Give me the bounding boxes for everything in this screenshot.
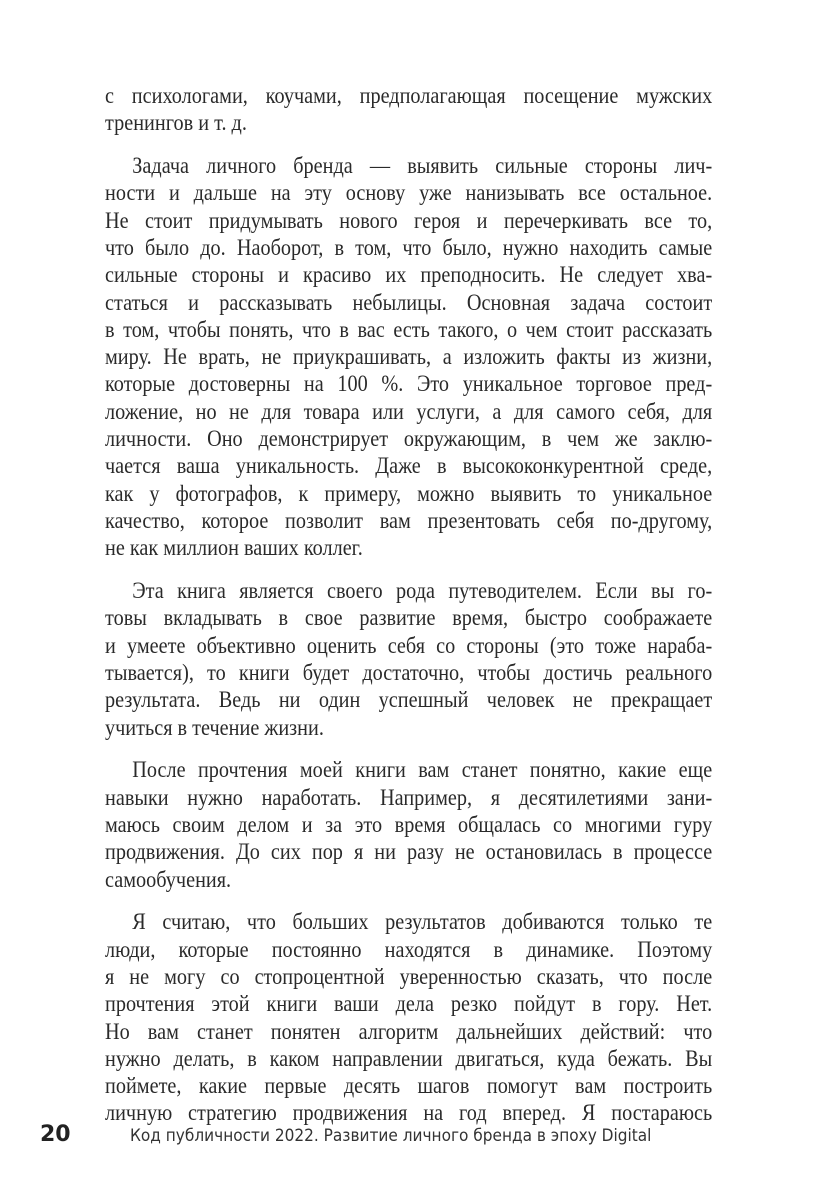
- body-text: [105, 82, 712, 1142]
- text-line: я не могу со стопроцентной уверенностью сказать, что после: [105, 963, 713, 989]
- text-line: нужно делать, в каком направлении двигаться, куда бежать. Вы: [105, 1045, 713, 1071]
- text-line: статься и рассказывать небылицы. Основная задача состоит: [105, 289, 713, 315]
- text-line: Эта книга является своего рода путеводителем. Если вы го-: [132, 578, 713, 604]
- text-line: тывается), то книги будет достаточно, чтобы достичь реального: [105, 659, 713, 685]
- text-line: качество, которое позволит вам презентовать себя по-другому,: [105, 507, 713, 533]
- paragraph: [105, 908, 712, 1126]
- page-footer: [0, 1122, 817, 1154]
- text-line: маюсь своим делом и за это время общалась со многими гуру: [105, 811, 713, 837]
- paragraph: [105, 577, 712, 741]
- text-line: как у фотографов, к примеру, можно выявить то уникальное: [105, 480, 713, 506]
- text-line: что было до. Наоборот, в том, что было, нужно находить самые: [105, 234, 713, 260]
- text-line: в том, чтобы понять, что в вас есть такого, о чем стоит рассказать: [105, 316, 713, 342]
- text-line: миру. Не врать, не приукрашивать, а изложить факты из жизни,: [105, 344, 713, 370]
- text-line: ложение, но не для товара или услуги, а для самого себя, для: [105, 398, 713, 424]
- text-line: Но вам станет понятен алгоритм дальнейших действий: что: [105, 1018, 713, 1044]
- text-line: результата. Ведь ни один успешный человек не прекращает: [105, 687, 713, 713]
- text-line: с психологами, коучами, предполагающая посещение мужских: [105, 83, 713, 108]
- text-line: поймете, какие первые десять шагов помогут вам построить: [105, 1073, 713, 1099]
- page-number: 20: [40, 1122, 71, 1147]
- text-line: тренингов и т. д.: [105, 110, 247, 136]
- text-line: и умеете объективно оценить себя со стороны (это тоже нараба-: [105, 632, 713, 658]
- text-line: учиться в течение жизни.: [105, 714, 324, 740]
- paragraph: [105, 82, 712, 137]
- text-line: После прочтения моей книги вам станет понятно, какие еще: [132, 757, 713, 783]
- text-line: навыки нужно наработать. Например, я десятилетиями зани-: [105, 784, 713, 810]
- text-line: самообучения.: [105, 866, 232, 892]
- paragraph: [105, 756, 712, 892]
- text-line: чается ваша уникальность. Даже в высококонкурентной среде,: [105, 453, 713, 479]
- text-line: прочтения этой книги ваши дела резко пойдут в гору. Нет.: [105, 991, 713, 1017]
- text-line: Не стоит придумывать нового героя и перечеркивать все то,: [105, 207, 713, 233]
- text-line: ности и дальше на эту основу уже нанизывать все остальное.: [105, 180, 713, 206]
- text-line: сильные стороны и красиво их преподносить. Не следует хва-: [105, 262, 713, 288]
- text-line: личности. Оно демонстрирует окружающим, в чем же заклю-: [105, 426, 713, 452]
- text-line: которые достоверны на 100 %. Это уникальное торговое пред-: [105, 371, 713, 397]
- paragraph: [105, 152, 712, 561]
- running-title: Код публичности 2022. Развитие личного бренда в эпоху Digital: [130, 1126, 652, 1145]
- text-line: не как миллион ваших коллег.: [105, 535, 363, 561]
- text-line: Задача личного бренда — выявить сильные стороны лич-: [132, 153, 713, 179]
- text-line: личную стратегию продвижения на год вперед. Я постараюсь: [105, 1100, 713, 1126]
- text-line: товы вкладывать в свое развитие время, быстро соображаете: [105, 605, 713, 631]
- text-line: продвижения. До сих пор я ни разу не остановилась в процессе: [105, 839, 713, 865]
- text-line: Я считаю, что больших результатов добиваются только те: [132, 909, 713, 935]
- text-line: люди, которые постоянно находятся в динамике. Поэтому: [105, 936, 713, 962]
